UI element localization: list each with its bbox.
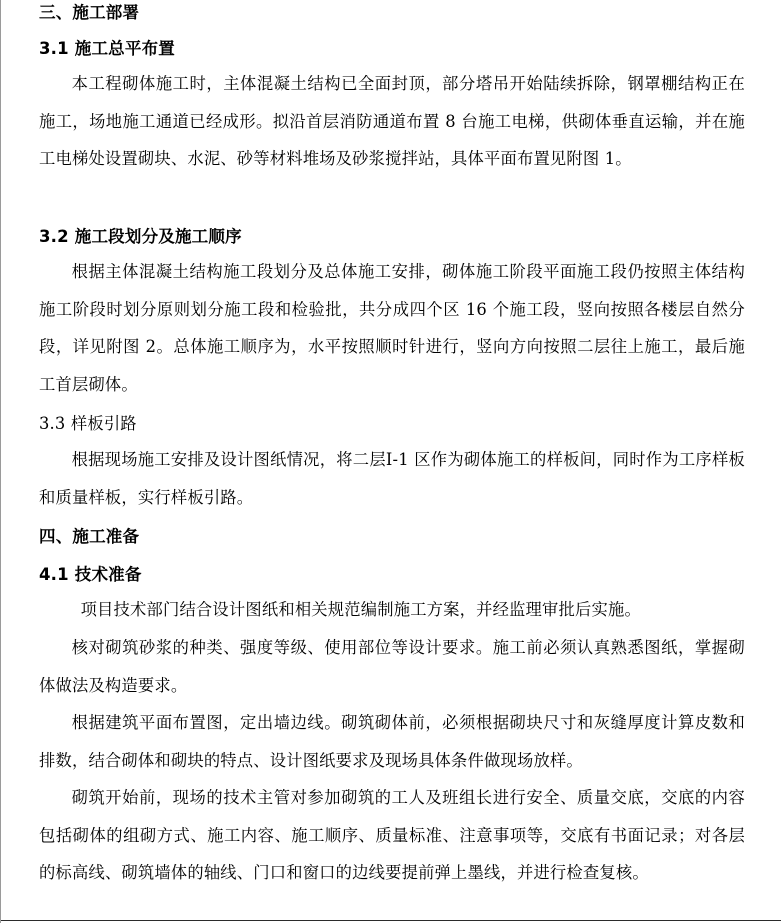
page-bottom-rule <box>1 920 781 921</box>
section-3-1-paragraph: 本工程砌体施工时，主体混凝土结构已全面封顶，部分塔吊开始陆续拆除，钢罩棚结构正在施工，场地施工通道已经成形。拟沿首层消防通道布置 8 台施工电梯，供砌体垂直运输，并在施工电梯处设置砌块、水泥、砂等材料堆场及砂浆搅拌站，具体平面布置见附图 1。 <box>39 74 745 168</box>
section-3-heading: 三、施工部署 <box>39 3 140 22</box>
section-3-2-heading: 3.2 施工段划分及施工顺序 <box>39 227 242 246</box>
section-4-1-heading: 4.1 技术准备 <box>39 565 142 584</box>
section-3-3-paragraph: 根据现场施工安排及设计图纸情况，将二层Ⅰ-1 区作为砌体施工的样板间，同时作为工序样板和质量样板，实行样板引路。 <box>39 450 745 507</box>
section-4-heading: 四、施工准备 <box>39 527 140 546</box>
section-3-3-heading: 3.3 样板引路 <box>39 414 137 433</box>
section-4-1-paragraph-4: 砌筑开始前，现场的技术主管对参加砌筑的工人及班组长进行安全、质量交底，交底的内容包括砌体的组砌方式、施工内容、施工顺序、质量标准、注意事项等，交底有书面记录；对各层的标高线、砌筑墙体的轴线、门口和窗口的边线要提前弹上墨线，并进行检查复核。 <box>39 788 745 882</box>
section-3-1-heading: 3.1 施工总平布置 <box>39 39 175 58</box>
section-4-1-paragraph-2: 核对砌筑砂浆的种类、强度等级、使用部位等设计要求。施工前必须认真熟悉图纸，掌握砌体做法及构造要求。 <box>39 638 745 695</box>
section-4-1-paragraph-1: 项目技术部门结合设计图纸和相关规范编制施工方案，并经监理审批后实施。 <box>80 600 641 619</box>
section-4-1-paragraph-3: 根据建筑平面布置图，定出墙边线。砌筑砌体前，必须根据砌块尺寸和灰缝厚度计算皮数和排数，结合砌体和砌块的特点、设计图纸要求及现场具体条件做现场放样。 <box>39 713 745 770</box>
section-3-2-paragraph: 根据主体混凝土结构施工段划分及总体施工安排，砌体施工阶段平面施工段仍按照主体结构施工阶段时划分原则划分施工段和检验批，共分成四个区 16 个施工段，竖向按照各楼层自然分段，详见附图 2。总体施工顺序为，水平按照顺时针进行，竖向方向按照二层往上施工，最后施工首层砌体。 <box>39 262 745 394</box>
